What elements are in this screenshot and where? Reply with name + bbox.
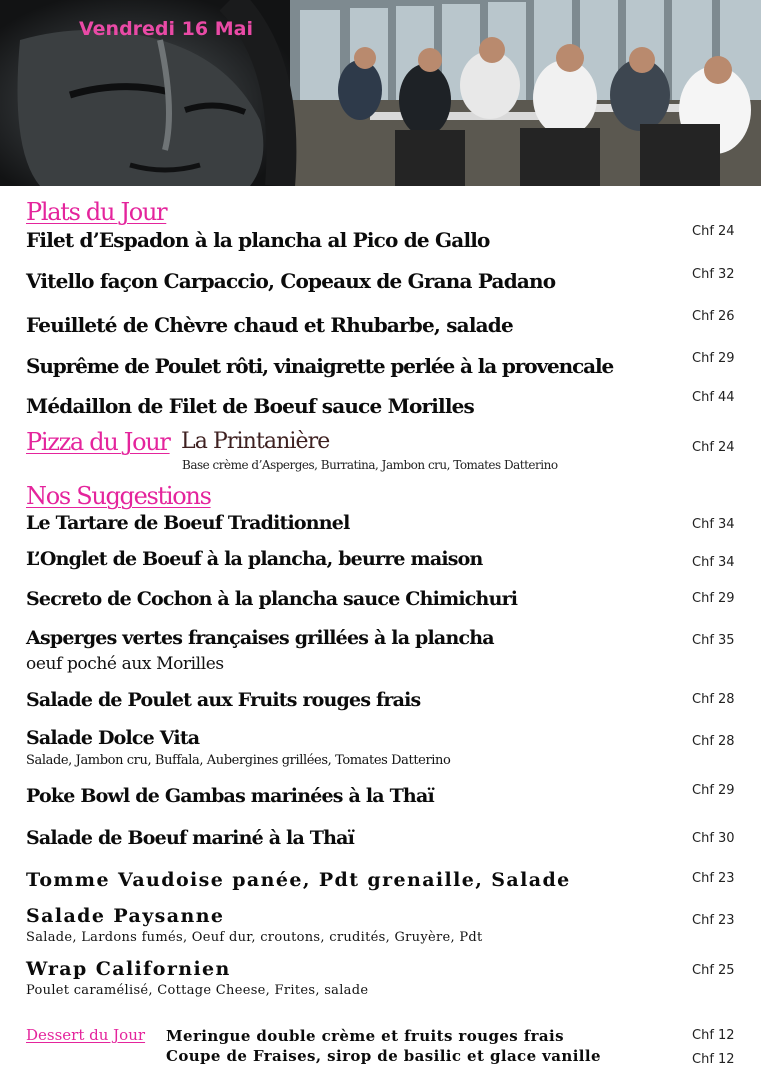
menu-body — [0, 186, 761, 1080]
dish-price: Chf 29 — [692, 783, 735, 798]
dessert-price: Chf 12 — [692, 1052, 735, 1067]
dish-price: Chf 29 — [692, 591, 735, 606]
dish-price: Chf 24 — [692, 224, 735, 239]
dish-name: Médaillon de Filet de Boeuf sauce Morilles — [26, 394, 475, 418]
dish-price: Chf 44 — [692, 390, 735, 405]
dessert-name: Coupe de Fraises, sirop de basilic et glace vanille — [166, 1047, 601, 1065]
section-title-dessert-du-jour: Dessert du Jour — [26, 1026, 146, 1044]
dish-name: Salade de Poulet aux Fruits rouges frais — [26, 689, 421, 711]
dish-price: Chf 35 — [692, 633, 735, 648]
dish-price: Chf 29 — [692, 351, 735, 366]
dish-price: Chf 34 — [692, 517, 735, 532]
section-title-nos-suggestions: Nos Suggestions — [26, 482, 211, 510]
dish-detail: Salade, Jambon cru, Buffala, Aubergines grillées, Tomates Datterino — [26, 753, 451, 768]
dish-price: Chf 28 — [692, 692, 735, 707]
dish-price: Chf 32 — [692, 267, 735, 282]
dish-price: Chf 34 — [692, 555, 735, 570]
dessert-price: Chf 12 — [692, 1028, 735, 1043]
dish-detail: oeuf poché aux Morilles — [26, 654, 224, 674]
dish-price: Chf 28 — [692, 734, 735, 749]
dish-detail: Poulet caramélisé, Cottage Cheese, Frites, salade — [26, 983, 369, 998]
dish-price: Chf 25 — [692, 963, 735, 978]
dish-name: Salade Dolce Vita — [26, 727, 200, 749]
dish-name: Salade Paysanne — [26, 905, 225, 927]
dish-name: Poke Bowl de Gambas marinées à la Thaï — [26, 785, 434, 807]
pizza-description: Base crème d’Asperges, Burratina, Jambon cru, Tomates Datterino — [182, 458, 558, 472]
dish-price: Chf 26 — [692, 309, 735, 324]
dish-name: Feuilleté de Chèvre chaud et Rhubarbe, salade — [26, 313, 513, 337]
dish-name: Tomme Vaudoise panée, Pdt grenaille, Salade — [26, 869, 571, 891]
dish-name: Filet d’Espadon à la plancha al Pico de Gallo — [26, 228, 490, 252]
dish-name: Vitello façon Carpaccio, Copeaux de Grana Padano — [26, 269, 556, 293]
menu-date: Vendredi 16 Mai — [79, 18, 253, 40]
dish-name: Suprême de Poulet rôti, vinaigrette perlée à la provencale — [26, 354, 614, 378]
section-title-pizza-du-jour: Pizza du Jour — [26, 428, 170, 456]
header-photo — [0, 0, 761, 186]
dish-name: Le Tartare de Boeuf Traditionnel — [26, 512, 350, 534]
dish-detail: Salade, Lardons fumés, Oeuf dur, croutons, crudités, Gruyère, Pdt — [26, 930, 483, 945]
section-title-plats-du-jour: Plats du Jour — [26, 198, 167, 226]
dish-name: L’Onglet de Boeuf à la plancha, beurre maison — [26, 548, 483, 570]
dish-price: Chf 23 — [692, 913, 735, 928]
dish-name: Wrap Californien — [26, 958, 231, 980]
dessert-name: Meringue double crème et fruits rouges frais — [166, 1027, 564, 1045]
dish-price: Chf 30 — [692, 831, 735, 846]
dish-name: Secreto de Cochon à la plancha sauce Chimichuri — [26, 588, 518, 610]
dish-price: Chf 23 — [692, 871, 735, 886]
dish-name: Asperges vertes françaises grillées à la plancha — [26, 627, 494, 649]
pizza-name: La Printanière — [181, 429, 330, 454]
dish-name: Salade de Boeuf mariné à la Thaï — [26, 827, 355, 849]
pizza-price: Chf 24 — [692, 440, 735, 455]
